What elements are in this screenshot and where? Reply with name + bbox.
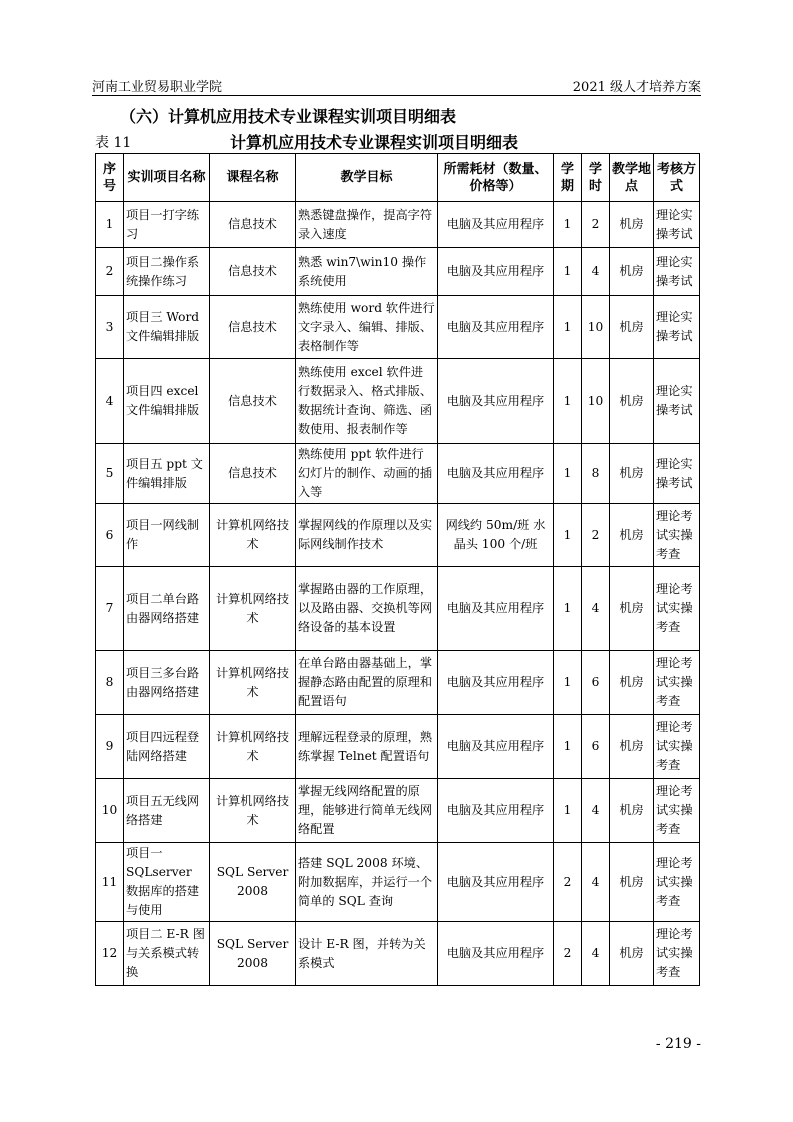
table-cell: 电脑及其应用程序 bbox=[438, 567, 554, 651]
table-cell: 10 bbox=[582, 359, 610, 444]
table-cell: 电脑及其应用程序 bbox=[438, 715, 554, 779]
table-row bbox=[96, 359, 700, 444]
table-cell: 项目五 ppt 文件编辑排版 bbox=[124, 444, 210, 504]
table-cell: 理论实操考试 bbox=[654, 296, 700, 359]
table-cell: 熟悉键盘操作，提高字符录入速度 bbox=[296, 202, 438, 248]
table-cell: 项目一 SQLserver 数据库的搭建与使用 bbox=[124, 843, 210, 922]
table-cell: 计算机网络技术 bbox=[210, 779, 296, 843]
table-cell: 理论考试实操考查 bbox=[654, 567, 700, 651]
table-cell: 电脑及其应用程序 bbox=[438, 779, 554, 843]
table-cell: 8 bbox=[582, 444, 610, 504]
table-cell: 信息技术 bbox=[210, 202, 296, 248]
table-cell: 6 bbox=[582, 651, 610, 715]
table-cell: 5 bbox=[96, 444, 124, 504]
table-cell: 1 bbox=[554, 504, 582, 567]
table-cell: 掌握网线的作原理以及实际网线制作技术 bbox=[296, 504, 438, 567]
table-cell: 项目二操作系统操作练习 bbox=[124, 248, 210, 296]
table-cell: 机房 bbox=[610, 779, 654, 843]
table-cell: 10 bbox=[582, 296, 610, 359]
table-cell: 熟悉 win7\win10 操作系统使用 bbox=[296, 248, 438, 296]
table-cell: 电脑及其应用程序 bbox=[438, 922, 554, 986]
table-cell: 信息技术 bbox=[210, 444, 296, 504]
table-cell: 电脑及其应用程序 bbox=[438, 359, 554, 444]
table-cell: 项目三 Word 文件编辑排版 bbox=[124, 296, 210, 359]
table-row bbox=[96, 779, 700, 843]
table-cell: 理论考试实操考查 bbox=[654, 715, 700, 779]
table-cell: 掌握路由器的工作原理，以及路由器、交换机等网络设备的基本设置 bbox=[296, 567, 438, 651]
table-cell: 电脑及其应用程序 bbox=[438, 444, 554, 504]
table-row bbox=[96, 444, 700, 504]
table-cell: 电脑及其应用程序 bbox=[438, 248, 554, 296]
table-cell: 理论考试实操考查 bbox=[654, 651, 700, 715]
table-cell: 12 bbox=[96, 922, 124, 986]
table-cell: 9 bbox=[96, 715, 124, 779]
table-cell: 2 bbox=[554, 922, 582, 986]
table-cell: 1 bbox=[554, 715, 582, 779]
table-cell: 掌握无线网络配置的原理，能够进行简单无线网络配置 bbox=[296, 779, 438, 843]
table-cell: 机房 bbox=[610, 359, 654, 444]
header-divider bbox=[92, 95, 701, 96]
table-cell: 熟练使用 word 软件进行文字录入、编辑、排版、表格制作等 bbox=[296, 296, 438, 359]
table-cell: 理论实操考试 bbox=[654, 248, 700, 296]
table-cell: 机房 bbox=[610, 202, 654, 248]
table-cell: 2 bbox=[96, 248, 124, 296]
table-cell: 2 bbox=[582, 202, 610, 248]
table-cell: 4 bbox=[582, 843, 610, 922]
table-cell: 1 bbox=[554, 444, 582, 504]
table-row bbox=[96, 567, 700, 651]
table-cell: 机房 bbox=[610, 567, 654, 651]
table-cell: 计算机网络技术 bbox=[210, 651, 296, 715]
table-cell: 4 bbox=[582, 567, 610, 651]
table-cell: 计算机网络技术 bbox=[210, 504, 296, 567]
table-cell: 4 bbox=[582, 248, 610, 296]
table-row bbox=[96, 248, 700, 296]
column-header: 教学地点 bbox=[610, 154, 654, 202]
table-cell: 机房 bbox=[610, 843, 654, 922]
table-cell: 7 bbox=[96, 567, 124, 651]
table-cell: 1 bbox=[96, 202, 124, 248]
table-cell: 机房 bbox=[610, 651, 654, 715]
column-header: 课程名称 bbox=[210, 154, 296, 202]
table-row bbox=[96, 202, 700, 248]
table-cell: 信息技术 bbox=[210, 296, 296, 359]
table-cell: 电脑及其应用程序 bbox=[438, 296, 554, 359]
column-header: 所需耗材（数量、价格等） bbox=[438, 154, 554, 202]
table-cell: 4 bbox=[582, 779, 610, 843]
table-cell: 1 bbox=[554, 651, 582, 715]
table-cell: 理论考试实操考查 bbox=[654, 922, 700, 986]
table-cell: SQL Server 2008 bbox=[210, 843, 296, 922]
table-cell: 项目三多台路由器网络搭建 bbox=[124, 651, 210, 715]
table-row bbox=[96, 922, 700, 986]
table-cell: 机房 bbox=[610, 296, 654, 359]
table-cell: 11 bbox=[96, 843, 124, 922]
table-cell: 项目一网线制作 bbox=[124, 504, 210, 567]
header-school-name: 河南工业贸易职业学院 bbox=[92, 80, 223, 95]
table-cell: 电脑及其应用程序 bbox=[438, 843, 554, 922]
table-cell: 8 bbox=[96, 651, 124, 715]
section-title: （六）计算机应用技术专业课程实训项目明细表 bbox=[120, 107, 457, 126]
table-row bbox=[96, 296, 700, 359]
table-cell: 机房 bbox=[610, 504, 654, 567]
table-cell: 理论考试实操考查 bbox=[654, 504, 700, 567]
table-cell: 1 bbox=[554, 296, 582, 359]
table-cell: 电脑及其应用程序 bbox=[438, 651, 554, 715]
column-header: 学期 bbox=[554, 154, 582, 202]
table-row bbox=[96, 504, 700, 567]
table-cell: 项目四远程登陆网络搭建 bbox=[124, 715, 210, 779]
table-cell: 项目二单台路由器网络搭建 bbox=[124, 567, 210, 651]
table-cell: 1 bbox=[554, 567, 582, 651]
table-cell: 项目一打字练习 bbox=[124, 202, 210, 248]
table-cell: 在单台路由器基础上，掌握静态路由配置的原理和配置语句 bbox=[296, 651, 438, 715]
table-cell: 10 bbox=[96, 779, 124, 843]
table-cell: 4 bbox=[96, 359, 124, 444]
table-cell: 计算机网络技术 bbox=[210, 715, 296, 779]
table-title: 计算机应用技术专业课程实训项目明细表 bbox=[230, 133, 519, 152]
table-cell: 机房 bbox=[610, 922, 654, 986]
column-header: 考核方式 bbox=[654, 154, 700, 202]
table-row bbox=[96, 715, 700, 779]
table-cell: 项目二 E-R 图与关系模式转换 bbox=[124, 922, 210, 986]
table-cell: 1 bbox=[554, 779, 582, 843]
training-projects-table bbox=[95, 153, 700, 986]
table-cell: 机房 bbox=[610, 248, 654, 296]
table-cell: 熟练使用 excel 软件进行数据录入、格式排版、数据统计查询、筛选、函数使用、报表制作等 bbox=[296, 359, 438, 444]
column-header: 实训项目名称 bbox=[124, 154, 210, 202]
table-cell: 电脑及其应用程序 bbox=[438, 202, 554, 248]
table-cell: 1 bbox=[554, 359, 582, 444]
table-cell: 机房 bbox=[610, 444, 654, 504]
table-cell: 理论考试实操考查 bbox=[654, 843, 700, 922]
table-cell: 信息技术 bbox=[210, 248, 296, 296]
table-cell: 机房 bbox=[610, 715, 654, 779]
table-cell: 熟练使用 ppt 软件进行幻灯片的制作、动画的插入等 bbox=[296, 444, 438, 504]
table-cell: 设计 E-R 图，并转为关系模式 bbox=[296, 922, 438, 986]
table-row bbox=[96, 651, 700, 715]
table-cell: 理论实操考试 bbox=[654, 202, 700, 248]
table-cell: 理论考试实操考查 bbox=[654, 779, 700, 843]
table-cell: 计算机网络技术 bbox=[210, 567, 296, 651]
table-cell: 理论实操考试 bbox=[654, 444, 700, 504]
column-header: 序号 bbox=[96, 154, 124, 202]
table-cell: 2 bbox=[582, 504, 610, 567]
table-cell: 4 bbox=[582, 922, 610, 986]
column-header: 学时 bbox=[582, 154, 610, 202]
table-cell: 6 bbox=[582, 715, 610, 779]
table-cell: 3 bbox=[96, 296, 124, 359]
header-program-name: 2021 级人才培养方案 bbox=[572, 80, 701, 95]
table-cell: 网线约 50m/班 水晶头 100 个/班 bbox=[438, 504, 554, 567]
table-cell: 项目四 excel 文件编辑排版 bbox=[124, 359, 210, 444]
table-cell: 2 bbox=[554, 843, 582, 922]
column-header: 教学目标 bbox=[296, 154, 438, 202]
table-header-row bbox=[96, 154, 700, 202]
table-row bbox=[96, 843, 700, 922]
table-cell: 1 bbox=[554, 248, 582, 296]
table-cell: SQL Server 2008 bbox=[210, 922, 296, 986]
page-number: - 219 - bbox=[655, 1036, 701, 1052]
table-cell: 6 bbox=[96, 504, 124, 567]
table-cell: 搭建 SQL 2008 环境、附加数据库，并运行一个简单的 SQL 查询 bbox=[296, 843, 438, 922]
table-cell: 理解远程登录的原理，熟练掌握 Telnet 配置语句 bbox=[296, 715, 438, 779]
table-label: 表 11 bbox=[95, 135, 132, 151]
table-cell: 1 bbox=[554, 202, 582, 248]
table-cell: 信息技术 bbox=[210, 359, 296, 444]
table-cell: 项目五无线网络搭建 bbox=[124, 779, 210, 843]
table-cell: 理论实操考试 bbox=[654, 359, 700, 444]
